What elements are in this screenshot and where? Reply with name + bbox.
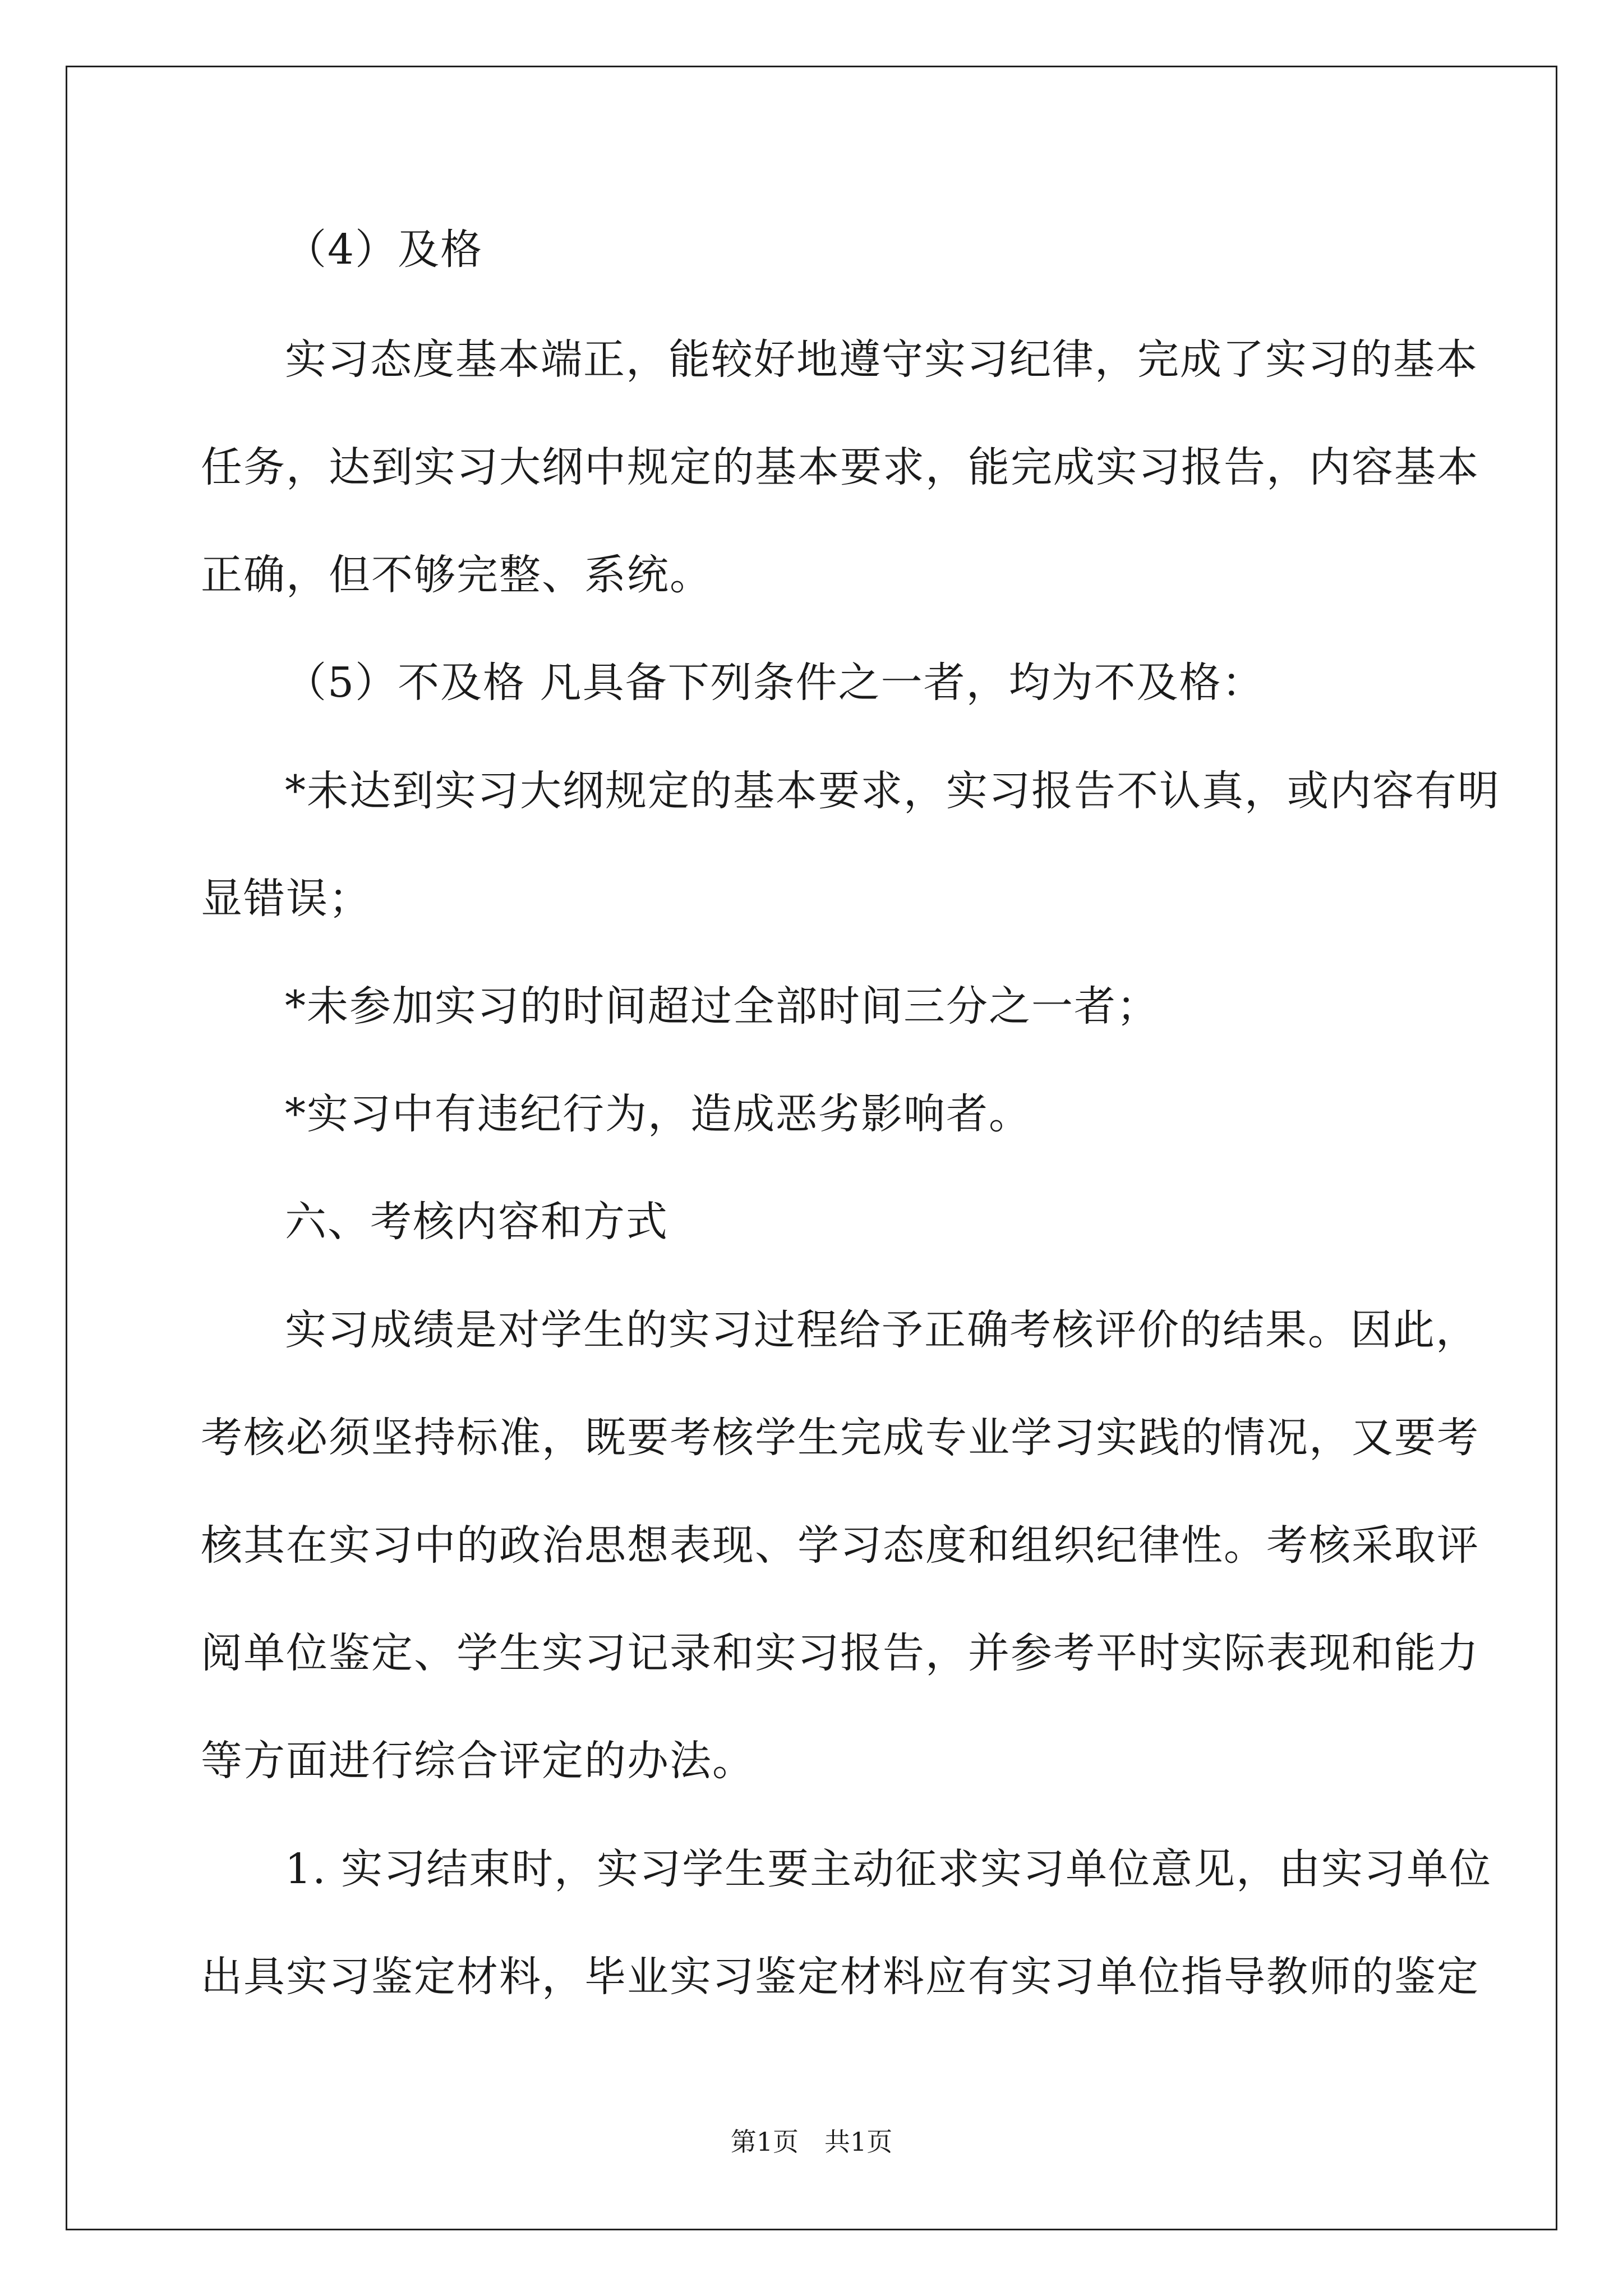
paragraph-line: 出具实习鉴定材料，毕业实习鉴定材料应有实习单位指导教师的鉴定	[201, 1953, 1479, 2001]
list-item: *未达到实习大纲规定的基本要求，实习报告不认真，或内容有明	[285, 767, 1500, 815]
list-item: *未参加实习的时间超过全部时间三分之一者；	[285, 982, 1159, 1030]
paragraph-line: 考核必须坚持标准，既要考核学生完成专业学习实践的情况，又要考	[201, 1414, 1479, 1462]
paragraph-line: 正确，但不够完整、系统。	[201, 551, 712, 599]
numbered-item: 1. 实习结束时，实习学生要主动征求实习单位意见，由实习单位	[285, 1845, 1492, 1893]
paragraph-line: 实习态度基本端正，能较好地遵守实习纪律，完成了实习的基本	[285, 335, 1478, 384]
paragraph-line: 等方面进行综合评定的办法。	[201, 1737, 755, 1785]
list-item: *实习中有违纪行为，造成恶劣影响者。	[285, 1090, 1031, 1138]
paragraph-line: 实习成绩是对学生的实习过程给予正确考核评价的结果。因此，	[285, 1306, 1478, 1354]
paragraph-line: 任务，达到实习大纲中规定的基本要求，能完成实习报告，内容基本	[201, 443, 1479, 491]
paragraph-line: 核其在实习中的政治思想表现、学习态度和组织纪律性。考核采取评	[201, 1521, 1479, 1570]
page-number: 第1页 共1页	[730, 2127, 893, 2157]
page-border	[66, 66, 1557, 2230]
section-heading: 六、考核内容和方式	[285, 1198, 668, 1246]
paragraph-heading-pass: （4）及格	[285, 226, 483, 274]
paragraph-line: 阅单位鉴定、学生实习记录和实习报告，并参考平时实际表现和能力	[201, 1629, 1479, 1677]
list-item-continuation: 显错误；	[201, 875, 371, 923]
paragraph-heading-fail: （5）不及格 凡具备下列条件之一者，均为不及格：	[285, 659, 1265, 707]
